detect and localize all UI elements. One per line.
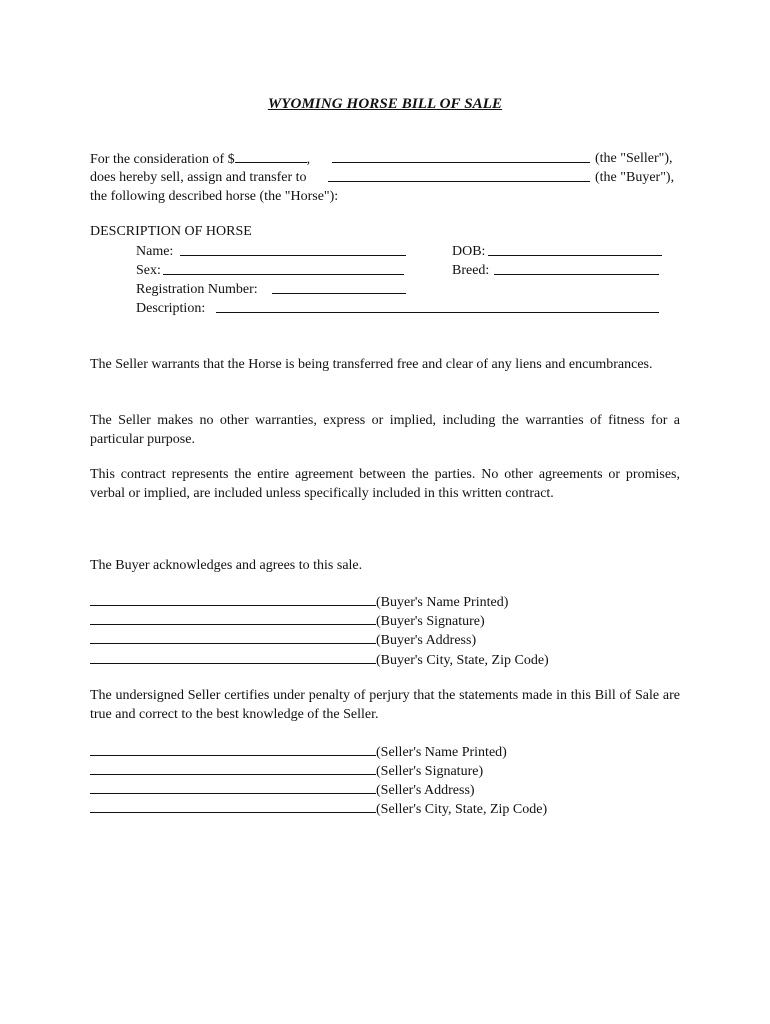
sex-field[interactable]	[163, 261, 404, 275]
sex-label: Sex:	[136, 263, 161, 278]
buyer-name-blank[interactable]	[328, 168, 590, 182]
seller-signature-line[interactable]	[90, 761, 376, 775]
buyer-city-label: (Buyer's City, State, Zip Code)	[376, 653, 549, 668]
buyer-signature-line[interactable]	[90, 611, 376, 625]
registration-field[interactable]	[272, 280, 406, 294]
buyer-name-printed-row	[90, 592, 508, 612]
buyer-city-row	[90, 650, 549, 670]
seller-designation: (the "Seller"),	[595, 151, 673, 166]
intro-line-3: the following described horse (the "Horse"):	[90, 189, 339, 204]
consideration-amount-field[interactable]	[235, 149, 307, 163]
seller-city-label: (Seller's City, State, Zip Code)	[376, 802, 548, 817]
horse-name-row	[136, 242, 173, 261]
no-other-warranties-paragraph: The Seller makes no other warranties, express or implied, including the warranties of fitness for a particular purpose.	[90, 413, 680, 447]
seller-signature-row	[90, 761, 483, 781]
dob-field[interactable]	[488, 242, 662, 256]
seller-city-line[interactable]	[90, 799, 376, 813]
intro-line-2: does hereby sell, assign and transfer to	[90, 170, 307, 185]
description-heading: DESCRIPTION OF HORSE	[90, 224, 252, 239]
entire-agreement-paragraph: This contract represents the entire agreement between the parties. No other agreements or promises, verbal or implied, are included unless specifically included in this written contract.	[90, 467, 680, 501]
buyer-city-line[interactable]	[90, 650, 376, 664]
seller-address-label: (Seller's Address)	[376, 783, 475, 798]
consideration-label: For the consideration of $	[90, 152, 235, 167]
buyer-address-label: (Buyer's Address)	[376, 633, 477, 648]
seller-name-printed-line[interactable]	[90, 742, 376, 756]
intro-line-1	[90, 149, 310, 169]
breed-field[interactable]	[494, 261, 659, 275]
buyer-signature-row	[90, 611, 485, 631]
seller-name-printed-row	[90, 742, 507, 762]
buyer-name-printed-line[interactable]	[90, 592, 376, 606]
registration-label: Registration Number:	[136, 282, 258, 297]
seller-city-row	[90, 799, 547, 819]
buyer-signature-label: (Buyer's Signature)	[376, 614, 485, 629]
seller-address-line[interactable]	[90, 780, 376, 794]
description-label: Description:	[136, 301, 206, 316]
seller-address-row	[90, 780, 475, 800]
seller-name-blank[interactable]	[332, 149, 590, 163]
document-title: WYOMING HORSE BILL OF SALE	[267, 96, 503, 112]
horse-name-field[interactable]	[180, 242, 406, 256]
horse-name-label: Name:	[136, 244, 174, 259]
buyer-ack-text: The Buyer acknowledges and agrees to this sale.	[90, 558, 363, 573]
warranty-liens-paragraph: The Seller warrants that the Horse is being transferred free and clear of any liens and encumbrances.	[90, 357, 653, 372]
seller-name-printed-label: (Seller's Name Printed)	[376, 745, 507, 760]
seller-certifies-paragraph: The undersigned Seller certifies under penalty of perjury that the statements made in this Bill of Sale are true and correct to the best knowledge of the Seller.	[90, 688, 680, 722]
buyer-designation: (the "Buyer"),	[595, 170, 675, 185]
dob-label: DOB:	[452, 244, 486, 259]
buyer-address-line[interactable]	[90, 630, 376, 644]
breed-label: Breed:	[452, 263, 490, 278]
comma-text: ,	[306, 152, 311, 167]
buyer-name-printed-label: (Buyer's Name Printed)	[376, 595, 509, 610]
description-field[interactable]	[216, 299, 659, 313]
buyer-address-row	[90, 630, 476, 650]
seller-signature-label: (Seller's Signature)	[376, 764, 484, 779]
